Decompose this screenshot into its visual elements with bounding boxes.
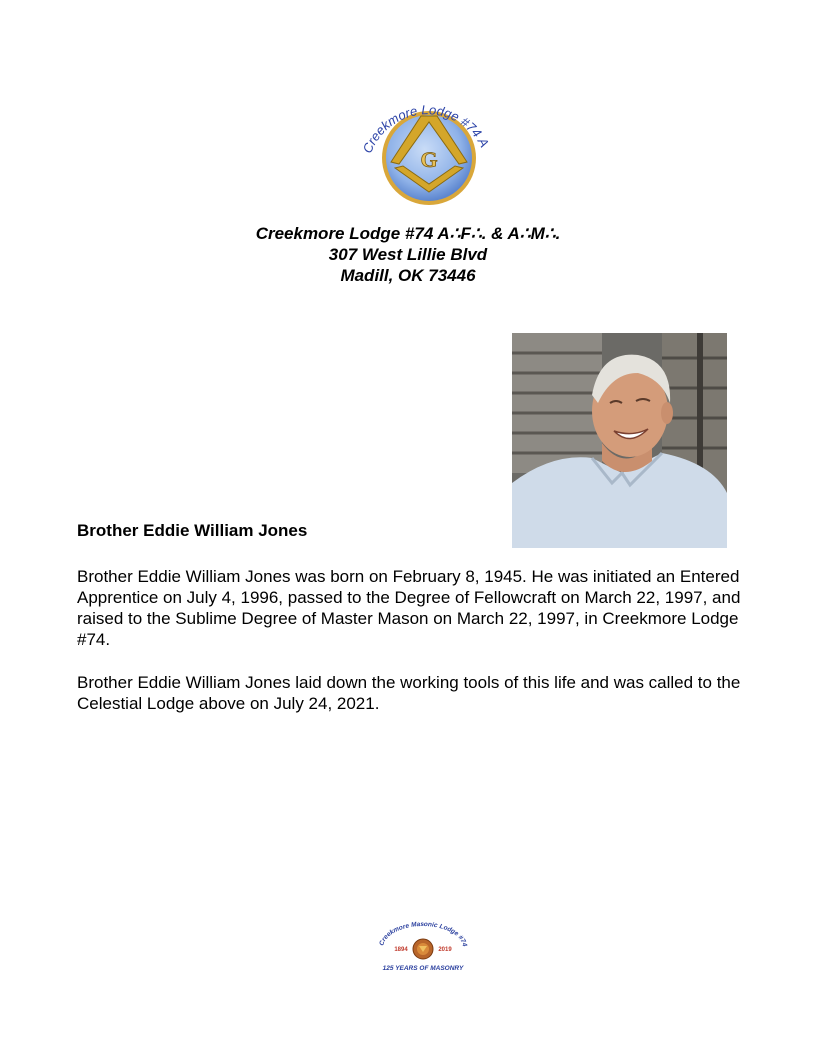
anniversary-logo <box>375 918 471 974</box>
memorial-paragraph-2: Brother Eddie William Jones laid down the working tools of this life and was called to the Celestial Lodge above on July 24, 2021. <box>77 673 741 713</box>
anniversary-emblem-icon <box>413 939 433 959</box>
lodge-header <box>0 223 816 286</box>
logo-arc-text: Creekmore Lodge #74 A <box>359 102 493 156</box>
memorial-name-heading: Brother Eddie William Jones <box>77 521 308 540</box>
portrait-photo <box>512 333 727 548</box>
lodge-name: Creekmore Lodge #74 A∴F∴. & A∴M∴. <box>255 224 561 243</box>
anniversary-caption: 125 YEARS OF MASONRY <box>382 965 464 972</box>
g-letter: G <box>420 147 438 172</box>
memorial-paragraph-1: Brother Eddie William Jones was born on February 8, 1945. He was initiated an Entered Apprentice on July 4, 1996, passed to the Degree of Fellowcraft on March 22, 1997, and raised to the Sublime Degree of Master Mason on March 22, 1997, in Creekmore Lodge #74. <box>77 567 741 649</box>
lodge-city: Madill, OK 73446 <box>340 266 476 285</box>
lodge-address: 307 West Lillie Blvd <box>328 245 488 264</box>
anniversary-arc-text: Creekmore Masonic Lodge #74 <box>378 920 468 948</box>
anniversary-year-left: 1894 <box>394 947 408 953</box>
lodge-logo <box>355 82 497 212</box>
anniversary-year-right: 2019 <box>438 947 452 953</box>
